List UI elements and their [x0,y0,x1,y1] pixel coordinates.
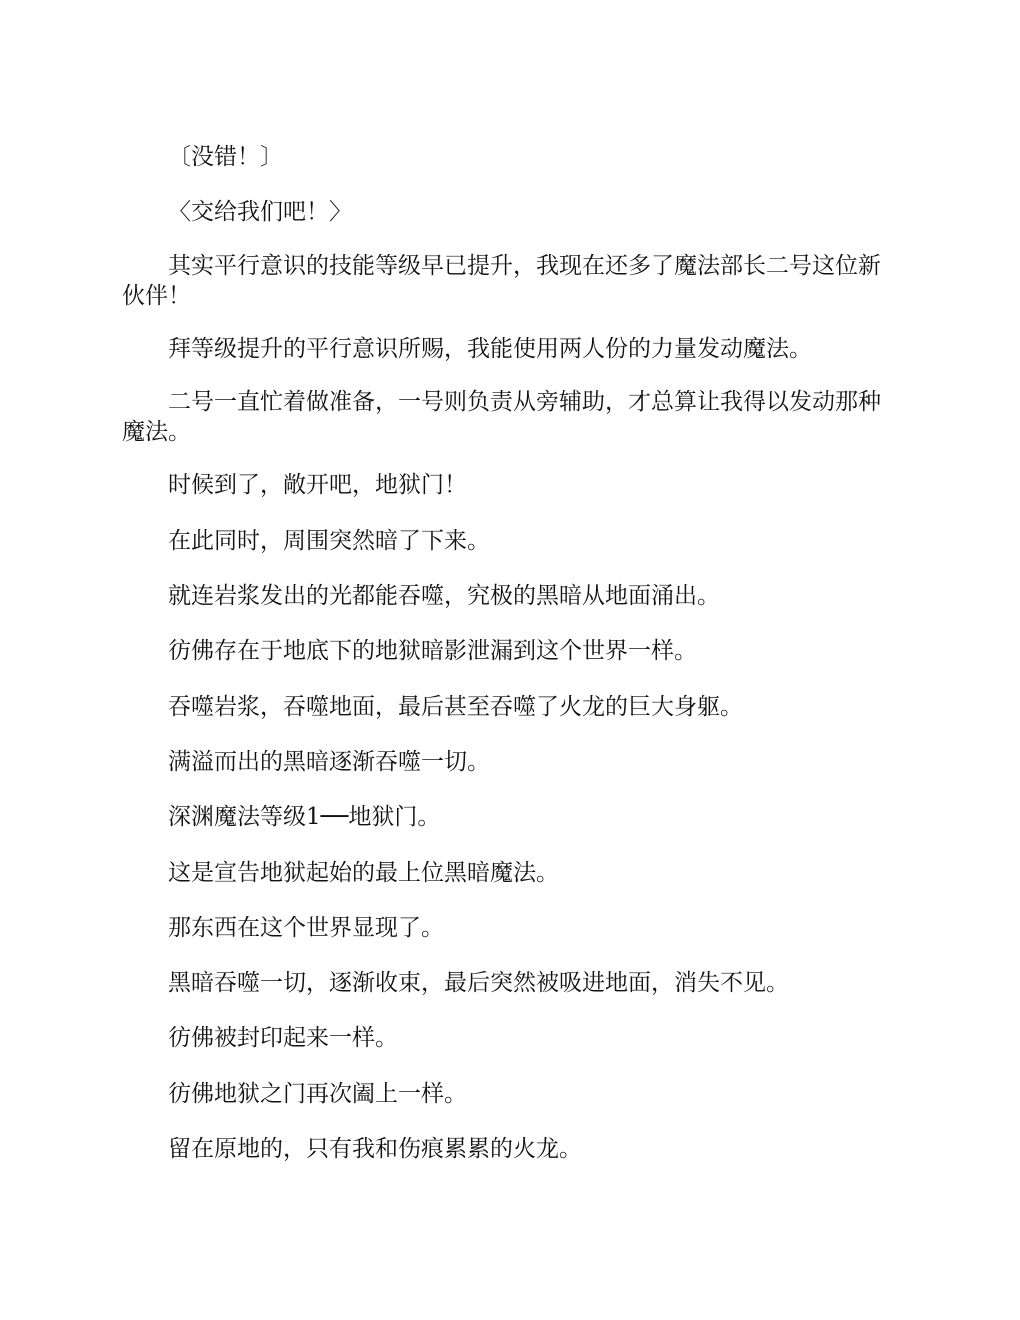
paragraph: 彷佛地狱之门再次阖上一样。 [168,1080,467,1107]
paragraph: 彷佛存在于地底下的地狱暗影泄漏到这个世界一样。 [168,638,697,665]
paragraph: 时候到了，敞开吧，地狱门！ [168,472,467,499]
paragraph: 这是宣告地狱起始的最上位黑暗魔法。 [168,859,559,886]
paragraph: 留在原地的，只有我和伤痕累累的火龙。 [168,1136,582,1163]
paragraph: 就连岩浆发出的光都能吞噬，究极的黑暗从地面涌出。 [168,583,720,610]
paragraph: 其实平行意识的技能等级早已提升，我现在还多了魔法部长二号这位新伙伴！ [122,252,881,309]
paragraph: 拜等级提升的平行意识所赐，我能使用两人份的力量发动魔法。 [168,335,812,362]
paragraph: 黑暗吞噬一切，逐渐收束，最后突然被吸进地面，消失不见。 [168,970,789,997]
paragraph: 吞噬岩浆，吞噬地面，最后甚至吞噬了火龙的巨大身躯。 [168,693,743,720]
paragraph: 深渊魔法等级1──地狱门。 [168,804,441,831]
paragraph: 满溢而出的黑暗逐渐吞噬一切。 [168,748,490,775]
document-page [122,140,897,1187]
paragraph: 〈交给我们吧！〉 [168,199,352,226]
paragraph: 彷佛被封印起来一样。 [168,1025,398,1052]
paragraph: 那东西在这个世界显现了。 [168,914,444,941]
paragraph: 〔没错！〕 [168,144,283,170]
paragraph: 二号一直忙着做准备，一号则负责从旁辅助，才总算让我得以发动那种魔法。 [122,389,881,446]
paragraph: 在此同时，周围突然暗了下来。 [168,527,490,554]
